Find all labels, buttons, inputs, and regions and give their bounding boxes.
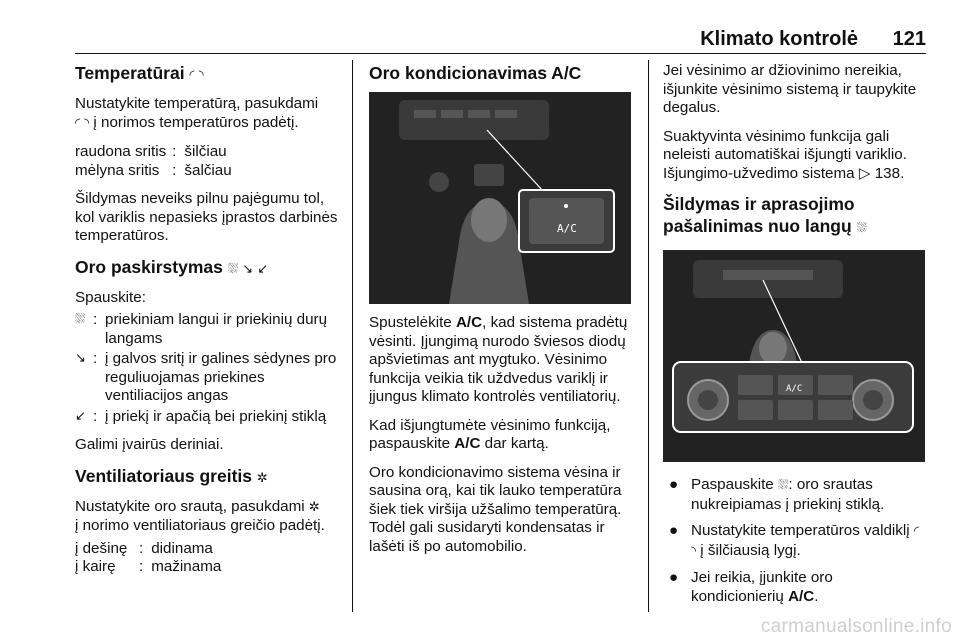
table-value: šalčiau <box>184 161 232 179</box>
temperature-intro-text: Nustatykite temperatūrą, pasukdami <box>75 95 319 112</box>
table-row <box>75 558 221 577</box>
list-item <box>75 350 345 406</box>
air-distribution-list <box>75 311 345 426</box>
list-text: Paspauskite <box>691 476 778 493</box>
section-heading-fan-speed <box>75 465 345 490</box>
defrost-steps-list <box>663 476 928 606</box>
temperature-dial-icon: ◜ ◝ <box>75 115 90 131</box>
combinations-note: Galimi įvairūs deriniai. <box>75 436 224 453</box>
list-text: Jei reikia, įjunkite oro kondicionierių <box>691 569 833 605</box>
table-sep: : <box>139 558 144 575</box>
table-row <box>75 143 232 162</box>
ac-button-ref: A/C <box>455 314 483 331</box>
windscreen-air-icon: ⛆ <box>75 312 86 327</box>
list-item <box>663 522 928 561</box>
table-key: raudona sritis <box>75 143 167 160</box>
air-distribution-icons: ⛆ ↘ ↙ <box>227 261 269 277</box>
temperature-table <box>75 143 232 180</box>
column-divider-2 <box>648 60 649 612</box>
footwell-air-icon: ↙ <box>75 408 86 424</box>
list-text: į priekį ir apačią bei priekinį stiklą <box>105 407 327 425</box>
ac-paragraph-1 <box>369 314 633 407</box>
table-key: į kairę <box>75 558 116 575</box>
ac-paragraph-2-text-2: dar kartą. <box>480 435 549 452</box>
page-number: 121 <box>892 28 926 50</box>
heading-text: Oro paskirstymas <box>75 256 223 277</box>
windscreen-defrost-icon: ⛆ <box>856 221 867 236</box>
list-text-2: : oro srautas nukreipiamas į priekinį stiklą. <box>691 476 885 513</box>
fan-icon: ✲ <box>256 470 268 486</box>
press-label: Spauskite: <box>75 288 146 306</box>
list-sep: : <box>93 311 98 328</box>
column-divider-1 <box>352 60 353 612</box>
list-text: Nustatykite temperatūros valdiklį <box>691 522 914 539</box>
windscreen-defrost-icon: ⛆ <box>777 478 789 493</box>
section-heading-defrost <box>663 193 928 240</box>
climate-panel-photo <box>663 250 925 462</box>
section-heading-air-conditioning: Oro kondicionavimas A/C <box>369 63 582 83</box>
bullet-icon: ● <box>669 569 679 586</box>
ac-button-label: A/C <box>557 222 577 235</box>
console-photo <box>369 92 631 304</box>
table-row <box>75 540 221 559</box>
ac-paragraph-2 <box>369 417 633 454</box>
bullet-icon: ● <box>669 522 679 539</box>
cooling-off-paragraph: Jei vėsinimo ar džiovinimo nereikia, išjunkite vėsinimo sistemą ir taupykite degalus. <box>663 62 917 116</box>
header-rule <box>75 53 926 54</box>
list-text: į galvos sritį ir galines sėdynes pro reguliuojamas priekines ventiliacijos angas <box>105 350 337 404</box>
list-item <box>663 569 928 606</box>
page-title: Klimato kontrolė <box>700 28 858 50</box>
list-text: priekiniam langui ir priekinių durų langams <box>105 311 328 347</box>
table-sep: : <box>172 143 177 160</box>
column-1 <box>75 62 345 587</box>
column-3 <box>663 62 928 614</box>
list-item <box>663 476 928 514</box>
table-sep: : <box>139 539 144 557</box>
list-sep: : <box>93 350 98 367</box>
temperature-intro-text-2: į norimos temperatūros padėtį. <box>89 113 299 131</box>
fan-intro-text: Nustatykite oro srautą, pasukdami <box>75 497 305 515</box>
ac-button-ref: A/C <box>454 435 481 452</box>
ac-paragraph-1-text: Spustelėkite <box>369 314 456 331</box>
fan-intro <box>75 498 345 536</box>
ac-button-ref: A/C <box>788 587 815 605</box>
ac-paragraph-3: Oro kondicionavimo sistema vėsina ir sausina orą, kai tik lauko temperatūra šiek tiek viršija užšalimo temperatūrą. Todėl gali susidaryti kondensatas ir lašėti iš po automobilio. <box>369 463 622 555</box>
column-2 <box>369 62 633 566</box>
stop-start-text: Suaktyvinta vėsinimo funkcija gali neleisti automatiškai išjungti variklio. Išjungimo-užvedimo sistema <box>663 127 907 182</box>
ac-paragraph-2-text: Kad išjungtumėte vėsinimo funkciją, paspauskite <box>369 416 611 452</box>
table-row <box>75 162 232 181</box>
list-text-2: į šilčiausią lygį. <box>696 541 801 559</box>
heading-text: Šildymas ir aprasojimo pašalinimas nuo langų <box>663 194 855 236</box>
page-reference: ▷ 138. <box>858 164 905 182</box>
list-text-2: . <box>814 587 819 605</box>
table-value: šilčiau <box>184 143 227 160</box>
section-heading-temperature <box>75 62 345 87</box>
temperature-dial-icon: ◜ ◝ <box>189 68 204 83</box>
table-key: į dešinę <box>75 539 128 557</box>
table-key: mėlyna sritis <box>75 161 160 179</box>
console-illustration <box>369 92 631 304</box>
fan-intro-text-2: į norimo ventiliatoriaus greičio padėtį. <box>75 517 325 534</box>
stop-start-paragraph <box>663 128 928 184</box>
fan-table <box>75 540 221 577</box>
watermark: carmanualsonline.info <box>760 616 952 637</box>
section-heading-air-distribution <box>75 256 345 281</box>
temperature-intro <box>75 95 345 133</box>
ac-button-label: A/C <box>786 384 803 394</box>
head-area-air-icon: ↘ <box>75 351 86 366</box>
climate-panel-illustration <box>663 250 925 462</box>
temperature-dial-icon: ◜ ◝ <box>691 524 919 559</box>
table-value: mažinama <box>151 558 222 575</box>
heating-note: Šildymas neveiks pilnu pajėgumu tol, kol variklis nepasieks įprastos darbinės temperatūros. <box>75 190 338 244</box>
list-sep: : <box>93 407 98 425</box>
fan-icon: ✲ <box>308 499 320 515</box>
table-value: didinama <box>151 539 213 557</box>
table-sep: : <box>172 161 177 179</box>
page-header <box>75 28 926 50</box>
ac-paragraph-1-text-2: , kad sistema pradėtų vėsinti. Įjungimą nurodo šviesos diodų apšvietimas ant mygtuko. Vėsinimo funkcija veikia tik uždvedus variklį ir įjungus klimato kontrolės ventiliatorių. <box>369 314 628 405</box>
bullet-icon: ● <box>669 476 679 493</box>
heading-text: Temperatūrai <box>75 63 185 83</box>
list-item <box>75 311 345 348</box>
heading-text: Ventiliatoriaus greitis <box>75 465 252 486</box>
list-item <box>75 408 345 427</box>
